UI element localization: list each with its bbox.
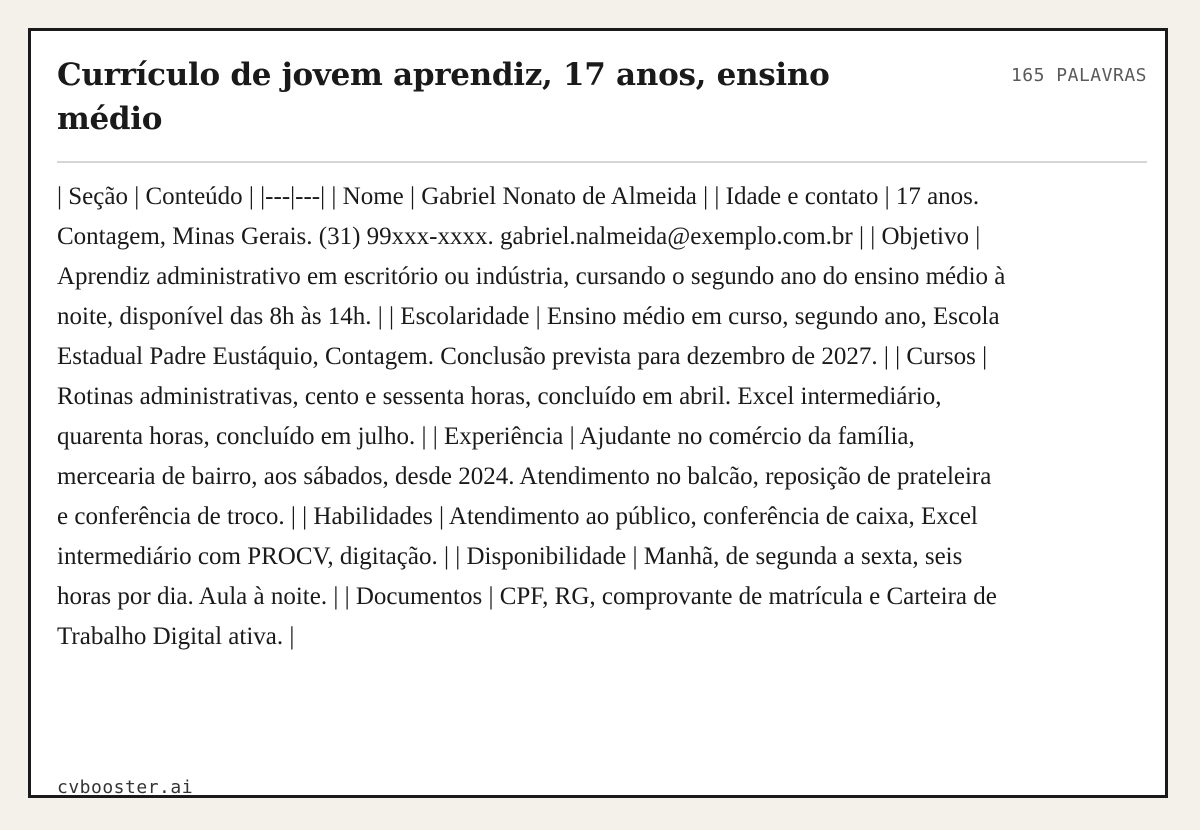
document-card bbox=[28, 28, 1168, 798]
document-header bbox=[57, 53, 1147, 161]
word-count-label: 165 PALAVRAS bbox=[1010, 65, 1147, 86]
document-body: | Seção | Conteúdo | |---|---| | Nome | Gabriel Nonato de Almeida | | Idade e contato | 17 anos. Contagem, Minas Gerais. (31) 99xxx-xxxx. gabriel.nalmeida@exemplo.com.br | | Objetivo | Aprendiz administrativo em escritório ou indústria, cursando o segundo ano do ensino médio à noite, disponível das 8h às 14h. | | Escolaridade | Ensino médio em curso, segundo ano, Escola Estadual Padre Eustáquio, Contagem. Conclusão prevista para dezembro de 2027. | | Cursos | Rotinas administrativas, cento e sessenta horas, concluído em abril. Excel intermediário, quarenta horas, concluído em julho. | | Experiência | Ajudante no comércio da família, mercearia de bairro, aos sábados, desde 2024. Atendimento no balcão, reposição de prateleira e conferência de troco. | | Habilidades | Atendimento ao público, conferência de caixa, Excel intermediário com PROCV, digitação. | | Disponibilidade | Manhã, de segunda a sexta, seis horas por dia. Aula à noite. | | Documentos | CPF, RG, comprovante de matrícula e Carteira de Trabalho Digital ativa. | bbox=[57, 183, 1006, 650]
footer-brand: cvbooster.ai bbox=[57, 777, 194, 798]
header-divider bbox=[57, 161, 1147, 163]
document-title: Currículo de jovem aprendiz, 17 anos, ensino médio bbox=[57, 57, 830, 137]
